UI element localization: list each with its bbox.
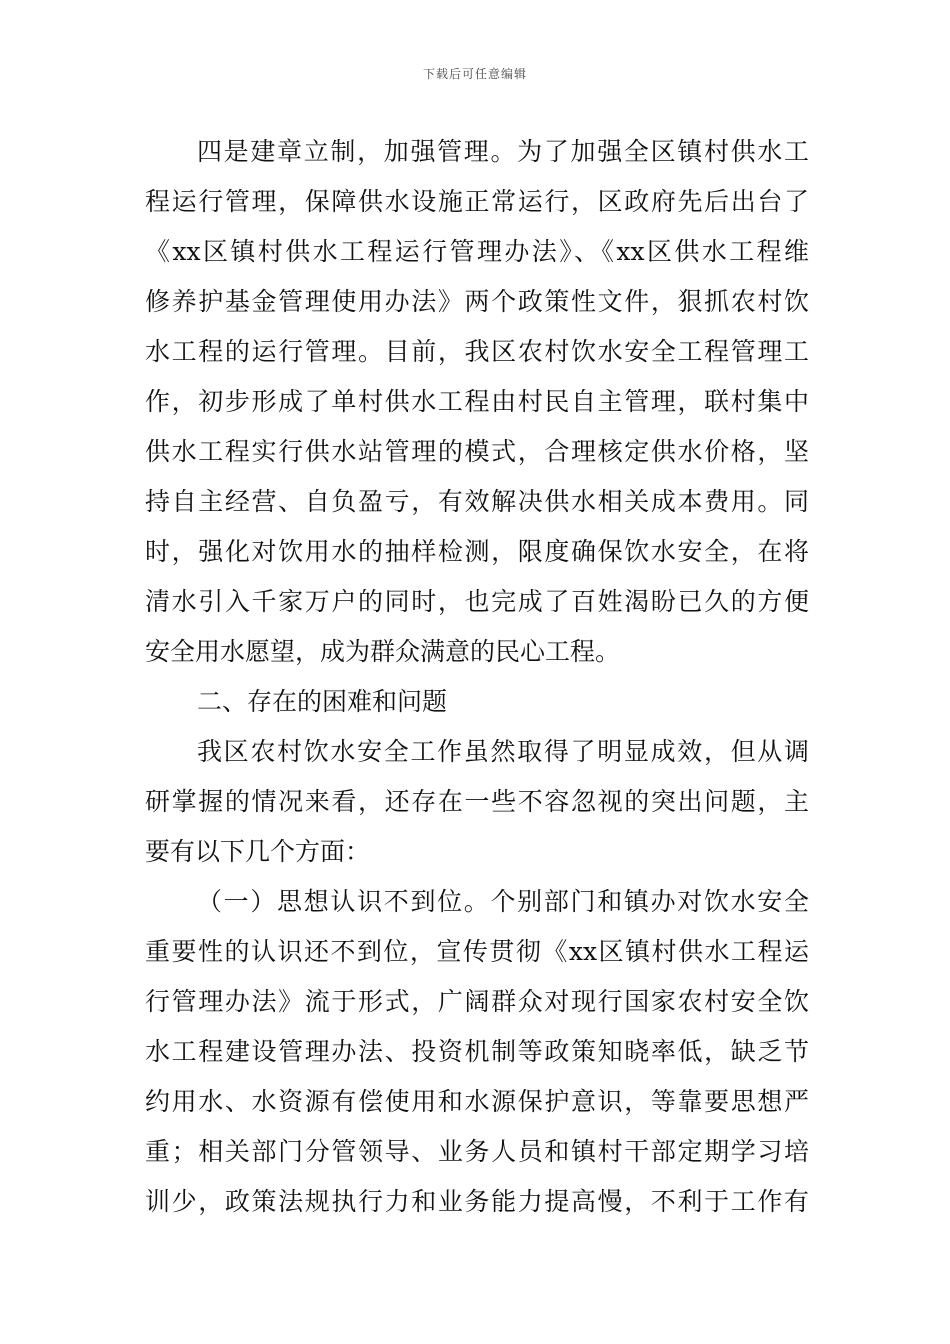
document-body	[145, 127, 809, 1227]
paragraph-line: 供水工程实行供水站管理的模式，合理核定供水价格，坚	[145, 437, 809, 466]
paragraph-line: 研掌握的情况来看，还存在一些不容忽视的突出问题，主	[145, 787, 809, 816]
paragraph-line: 水工程的运行管理。目前，我区农村饮水安全工程管理工	[145, 337, 809, 366]
paragraph-line: 修养护基金管理使用办法》两个政策性文件，狠抓农村饮	[145, 287, 809, 316]
paragraph-line: 约用水、水资源有偿使用和水源保护意识，等靠要思想严	[145, 1087, 809, 1116]
paragraph-line: 训少，政策法规执行力和业务能力提高慢，不利于工作有	[145, 1187, 809, 1216]
paragraph-line: 时，强化对饮用水的抽样检测，限度确保饮水安全，在将	[145, 537, 809, 566]
paragraph-line: 重要性的认识还不到位，宣传贯彻《xx区镇村供水工程运	[145, 937, 809, 966]
paragraph-line: 四是建章立制，加强管理。为了加强全区镇村供水工	[197, 137, 809, 166]
paragraph-line: 重；相关部门分管领导、业务人员和镇村干部定期学习培	[145, 1137, 809, 1166]
paragraph-line: 水工程建设管理办法、投资机制等政策知晓率低，缺乏节	[145, 1037, 809, 1066]
section-heading: 二、存在的困难和问题	[197, 687, 448, 716]
paragraph-line: 清水引入千家万户的同时，也完成了百姓渴盼已久的方便	[145, 587, 809, 616]
paragraph-line: 行管理办法》流于形式，广阔群众对现行国家农村安全饮	[145, 987, 809, 1016]
paragraph-line: 持自主经营、自负盈亏，有效解决供水相关成本费用。同	[145, 487, 809, 516]
paragraph-line: （一）思想认识不到位。个别部门和镇办对饮水安全	[197, 887, 809, 916]
page-header: 下载后可任意编辑	[422, 67, 527, 81]
paragraph-line: 安全用水愿望，成为群众满意的民心工程。	[145, 637, 621, 666]
paragraph-line: 程运行管理，保障供水设施正常运行，区政府先后出台了	[145, 187, 809, 216]
paragraph-line: 《xx区镇村供水工程运行管理办法》、《xx区供水工程维	[145, 237, 809, 266]
paragraph-line: 要有以下几个方面：	[145, 837, 371, 866]
paragraph-line: 我区农村饮水安全工作虽然取得了明显成效，但从调	[197, 737, 809, 766]
paragraph-line: 作，初步形成了单村供水工程由村民自主管理，联村集中	[145, 387, 809, 416]
